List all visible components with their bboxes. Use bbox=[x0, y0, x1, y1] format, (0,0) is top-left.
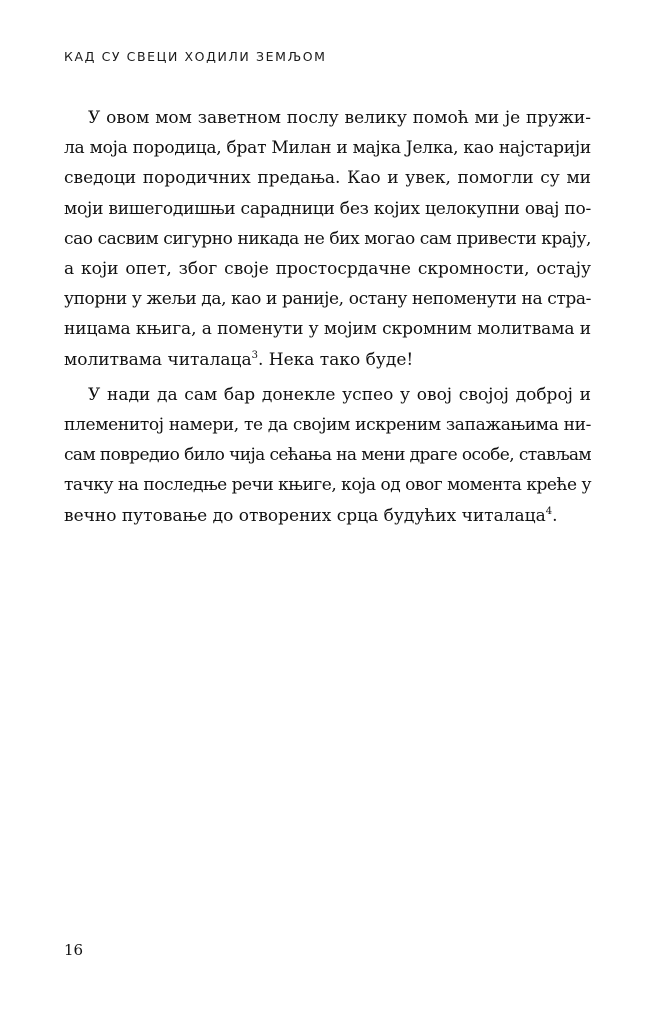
text-line: моји вишегодишњи сарадници без којих целокупни овај по- bbox=[64, 198, 591, 219]
text-line: У овом мом заветном послу велику помоћ ми је пружи- bbox=[88, 108, 591, 128]
text-line: а који опет, због своје простосрдачне скромности, остају bbox=[64, 259, 591, 280]
text-fragment: молитвама читалаца bbox=[64, 349, 252, 370]
footnote-ref-4[interactable]: 4 bbox=[545, 505, 553, 517]
text-line: У нади да сам бар донекле успео у овој својој доброј и bbox=[88, 384, 591, 405]
text-fragment: вечно путовање до отворених срца будућих читалаца bbox=[64, 505, 546, 526]
text-line: племенитој намери, те да својим искреним запажањима ни- bbox=[64, 415, 591, 436]
footnote-ref-3[interactable]: 3 bbox=[251, 349, 258, 361]
text-line: сао сасвим сигурно никада не бих могао сам привести крају, bbox=[64, 228, 592, 249]
text-line: сведоци породичних предања. Као и увек, помогли су ми bbox=[64, 168, 591, 189]
text-line: тачку на последње речи књиге, која од овог момента креће у bbox=[64, 475, 591, 496]
text-line: упорни у жељи да, као и раније, остану непоменути на стра- bbox=[64, 289, 591, 310]
text-line-last bbox=[64, 501, 591, 531]
page-number: 16 bbox=[64, 941, 84, 959]
text-fragment: . bbox=[552, 505, 558, 526]
paragraph-2 bbox=[64, 380, 591, 531]
text-line: ницама књига, а поменути у мојим скромним молитвама и bbox=[64, 319, 591, 340]
body-text bbox=[64, 103, 591, 531]
text-line: ла моја породица, брат Милан и мајка Јелка, као најстарији bbox=[64, 138, 592, 159]
text-line: сам повредио било чија сећања на мени драге особе, стављам bbox=[64, 445, 591, 466]
text-fragment: . Нека тако буде! bbox=[257, 349, 414, 370]
paragraph-1 bbox=[64, 103, 591, 375]
text-line-last bbox=[64, 345, 591, 375]
running-header: КАД СУ СВЕЦИ ХОДИЛИ ЗЕМЉОМ bbox=[64, 49, 327, 64]
